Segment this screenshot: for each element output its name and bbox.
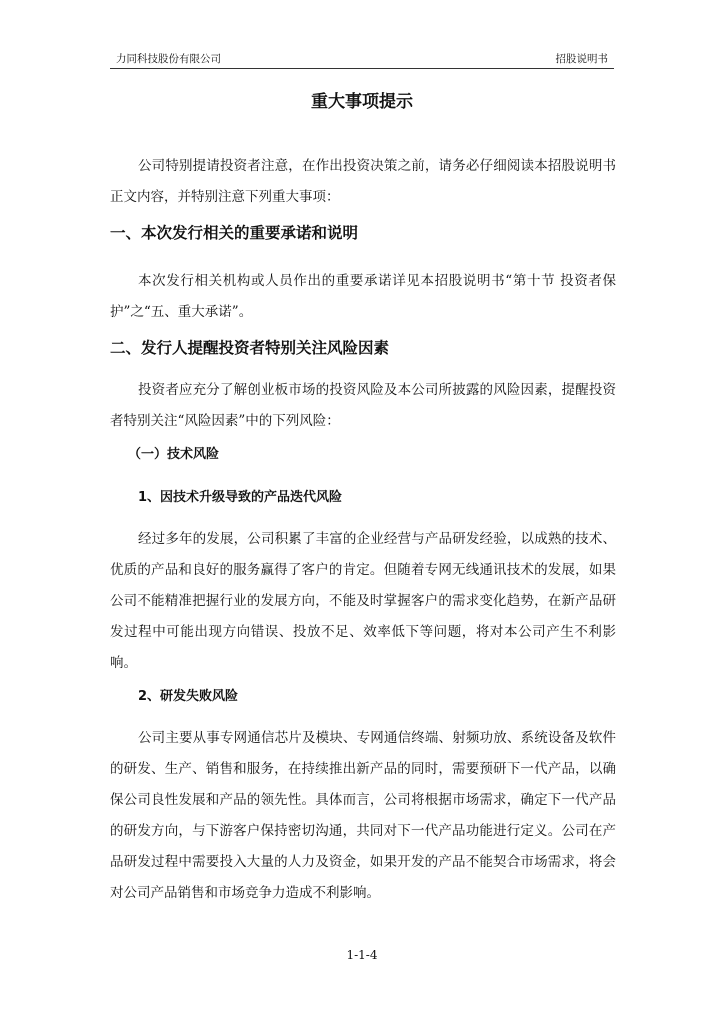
section-1-paragraph: 本次发行相关机构或人员作出的重要承诺详见本招股说明书“第十节 投资者保护”之“五、重大承诺”。 <box>110 273 616 320</box>
intro-paragraph: 公司特别提请投资者注意，在作出投资决策之前，请务必仔细阅读本招股说明书正文内容，并特别注意下列重大事项： <box>110 158 616 205</box>
page-header <box>110 50 614 69</box>
section-2-heading: 二、发行人提醒投资者特别关注风险因素 <box>110 339 390 357</box>
risk-item-2 <box>110 686 616 708</box>
section-1-heading: 一、本次发行相关的重要承诺和说明 <box>110 224 359 242</box>
section-2 <box>110 336 616 360</box>
risk-item-1-heading: 1、因技术升级导致的产品迭代风险 <box>138 490 343 505</box>
risk-item-1-body <box>110 524 616 679</box>
subsection-technical-risk <box>110 444 616 466</box>
section-1-body <box>110 266 616 328</box>
subsection-heading: （一）技术风险 <box>128 447 220 462</box>
risk-item-1 <box>110 487 616 509</box>
risk-item-2-paragraph: 公司主要从事专网通信芯片及模块、专网通信终端、射频功放、系统设备及软件的研发、生产、销售和服务，在持续推出新产品的同时，需要预研下一代产品，以确保公司良性发展和产品的领先性。具体而言，公司将根据市场需求，确定下一代产品的研发方向，与下游客户保持密切沟通，共同对下一代产品功能进行定义。公司在产品研发过程中需要投入大量的人力及资金，如果开发的产品不能契合市场需求，将会对公司产品销售和市场竞争力造成不利影响。 <box>110 730 616 901</box>
risk-item-2-body <box>110 723 616 909</box>
section-2-paragraph: 投资者应充分了解创业板市场的投资风险及本公司所披露的风险因素，提醒投资者特别关注“风险因素”中的下列风险： <box>110 382 616 429</box>
page-title: 重大事项提示 <box>311 92 413 112</box>
page-number: 1-1-4 <box>346 948 378 962</box>
intro-block <box>110 151 616 213</box>
section-1 <box>110 221 616 245</box>
risk-item-2-heading: 2、研发失败风险 <box>138 689 239 704</box>
header-company-name: 力同科技股份有限公司 <box>116 53 221 65</box>
risk-item-1-paragraph: 经过多年的发展，公司积累了丰富的企业经营与产品研发经验，以成熟的技术、优质的产品和良好的服务赢得了客户的肯定。但随着专网无线通讯技术的发展，如果公司不能精准把握行业的发展方向，不能及时掌握客户的需求变化趋势，在新产品研发过程中可能出现方向错误、投放不足、效率低下等问题，将对本公司产生不利影响。 <box>110 531 616 671</box>
header-document-type: 招股说明书 <box>555 53 608 65</box>
section-2-body <box>110 375 616 437</box>
